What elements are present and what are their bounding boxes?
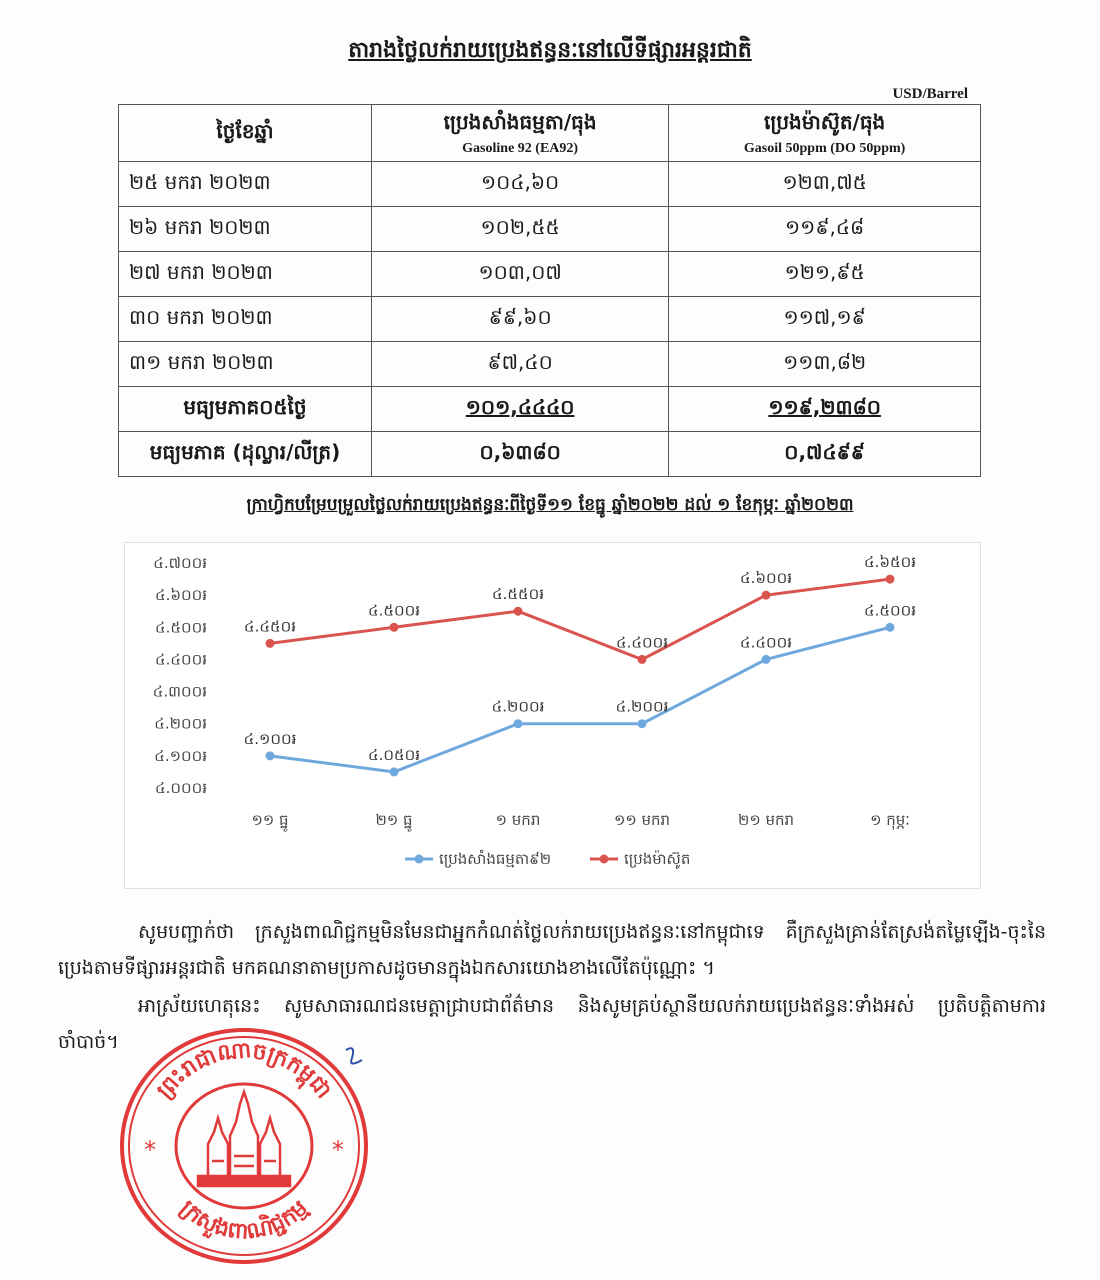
line-chart — [124, 542, 981, 889]
legend-label: ប្រេងម៉ាស៊ូត — [624, 850, 691, 868]
table-row — [119, 297, 981, 342]
data-point — [390, 767, 399, 776]
data-label: ៤.៥៥០៛ — [491, 585, 545, 604]
x-tick-label: ១ មករា — [495, 811, 541, 829]
header-gasoline-en: Gasoline 92 (EA92) — [462, 141, 579, 156]
legend-marker — [600, 855, 609, 864]
x-tick-label: ១១ ធ្នូ — [251, 811, 289, 829]
notice-paragraph-2: អាស្រ័យហេតុនេះ សូមសាធារណជនមេត្តាជ្រាបជាព័ត៌មាន និងសូមគ្រប់ស្ថានីយលក់រាយប្រេងឥន្ធនៈទាំងអស់ ប្រតិបត្តិតាមការចាំបាច់។ — [58, 995, 1046, 1053]
y-tick-label: ៤.២០០៛ — [154, 714, 207, 733]
row-gasoline: ១០២,៥៥ — [372, 207, 669, 252]
y-tick-label: ៤.៥០០៛ — [154, 618, 207, 637]
data-point — [762, 591, 771, 600]
data-point — [266, 639, 275, 648]
data-point — [886, 623, 895, 632]
y-tick-label: ៤.៤០០៛ — [154, 650, 207, 669]
table-row — [119, 162, 981, 207]
row-diesel: ១១៣,៨២ — [669, 342, 981, 387]
data-point — [514, 607, 523, 616]
star-icon: * — [144, 1136, 156, 1164]
stamp-bottom-text: ក្រសួងពាណិជ្ជកម្ម — [175, 1195, 313, 1245]
document-title: តារាងថ្លៃលក់រាយប្រេងឥន្ធនៈនៅលើទីផ្សារអន្តរជាតិ — [348, 37, 752, 63]
data-point — [638, 719, 647, 728]
avg5-label: មធ្យមភាគ០៥ថ្ងៃ — [119, 387, 372, 432]
stamp-top-text: ព្រះរាជាណាចក្រកម្ពុជា — [152, 1037, 337, 1104]
notice-paragraph-1: សូមបញ្ជាក់ថា ក្រសួងពាណិជ្ជកម្មមិនមែនជាអ្នកកំណត់ថ្លៃលក់រាយប្រេងឥន្ធនៈនៅកម្ពុជាទេ គឺក្រសួងគ្រាន់តែស្រង់តម្លៃឡើង-ចុះនៃប្រេងតាមទីផ្សារអន្តរជាតិ មកគណនាតាមប្រកាសដូចមានក្នុងឯកសារយោងខាងលើតែប៉ុណ្ណោះ ។ — [58, 921, 1046, 979]
y-tick-label: ៤.៧០០៛ — [153, 554, 207, 572]
temple-emblem-icon — [198, 1092, 290, 1186]
row-date: ២៥ មករា ២០២៣ — [119, 162, 372, 207]
legend-marker — [415, 855, 424, 864]
data-label: ៤.៤០០៛ — [615, 633, 669, 652]
data-label: ៤.០៥០៛ — [367, 745, 421, 764]
y-tick-label: ៤.៣០០៛ — [152, 682, 207, 701]
data-point — [390, 623, 399, 632]
row-diesel: ១២១,៩៥ — [669, 252, 981, 297]
data-point — [266, 751, 275, 760]
header-diesel — [669, 105, 981, 162]
data-label: ៤.១០០៛ — [243, 729, 297, 748]
header-diesel-en: Gasoil 50ppm (DO 50ppm) — [743, 141, 906, 156]
row-diesel: ១១៩,៤៨ — [669, 207, 981, 252]
avg5-gasoline: ១០១,៤៤៤០ — [372, 387, 669, 432]
data-label: ៤.៦៥០៛ — [863, 553, 917, 572]
avg-litre-label: មធ្យមភាគ (ដុល្លារ/លីត្រ) — [119, 432, 372, 477]
chart-title: ក្រាហ្វិកបម្រែបម្រួលថ្លៃលក់រាយប្រេងឥន្ធនៈពីថ្ងៃទី១១ ខែធ្នូ ឆ្នាំ២០២២ ដល់ ១ ខែកុម្ភៈ ឆ្នាំ២០២៣ — [246, 495, 854, 515]
avg5-row — [119, 387, 981, 432]
row-date: ៣០ មករា ២០២៣ — [119, 297, 372, 342]
data-label: ៤.៥០០៛ — [367, 601, 421, 620]
x-tick-label: ២១ មករា — [737, 811, 795, 829]
data-point — [638, 655, 647, 664]
row-date: ២៦ មករា ២០២៣ — [119, 207, 372, 252]
row-diesel: ១១៧,១៩ — [669, 297, 981, 342]
table-row — [119, 252, 981, 297]
header-gasoline — [372, 105, 669, 162]
star-icon: * — [332, 1136, 344, 1164]
row-gasoline: ១០៣,០៧ — [372, 252, 669, 297]
chart-canvas — [125, 543, 980, 888]
data-label: ៤.៦០០៛ — [739, 569, 793, 588]
data-label: ៤.៤០០៛ — [739, 633, 793, 652]
x-tick-label: ១ កុម្ភៈ — [870, 811, 910, 829]
y-tick-label: ៤.១០០៛ — [154, 746, 207, 765]
data-point — [514, 719, 523, 728]
y-tick-label: ៤.៦០០៛ — [154, 586, 207, 605]
row-diesel: ១២៣,៧៥ — [669, 162, 981, 207]
table-row — [119, 342, 981, 387]
row-date: ២៧ មករា ២០២៣ — [119, 252, 372, 297]
data-label: ៤.៥០០៛ — [863, 601, 917, 620]
header-date: ថ្ងៃខែឆ្នាំ — [119, 105, 372, 162]
official-stamp — [118, 1026, 370, 1266]
avg-litre-diesel: ០,៧៤៩៩ — [669, 432, 981, 477]
signature-mark — [346, 1048, 362, 1063]
legend-label: ប្រេងសាំងធម្មតា៩២ — [439, 850, 552, 868]
row-gasoline: ១០៤,៦០ — [372, 162, 669, 207]
header-diesel-km: ប្រេងម៉ាស៊ូត/ធុង — [764, 110, 886, 134]
data-label: ៤.២០០៛ — [491, 697, 545, 716]
row-date: ៣១ មករា ២០២៣ — [119, 342, 372, 387]
data-point — [886, 575, 895, 584]
series-line — [270, 627, 890, 772]
row-gasoline: ៩៧,៤០ — [372, 342, 669, 387]
table-header-row — [119, 105, 981, 162]
unit-label: USD/Barrel — [892, 86, 968, 102]
y-tick-label: ៤.០០០៛ — [154, 779, 207, 797]
x-tick-label: ១១ មករា — [613, 811, 671, 829]
series-line — [270, 579, 890, 659]
x-tick-label: ២១ ធ្នូ — [375, 811, 413, 829]
avg-litre-gasoline: ០,៦៣៨០ — [372, 432, 669, 477]
avg5-diesel: ១១៩,២៣៨០ — [669, 387, 981, 432]
price-table — [118, 104, 981, 477]
data-label: ៤.៤៥០៛ — [243, 617, 297, 636]
table-row — [119, 207, 981, 252]
row-gasoline: ៩៩,៦០ — [372, 297, 669, 342]
data-label: ៤.២០០៛ — [615, 697, 669, 716]
header-gasoline-km: ប្រេងសាំងធម្មតា/ធុង — [443, 110, 597, 134]
avg-litre-row — [119, 432, 981, 477]
data-point — [762, 655, 771, 664]
